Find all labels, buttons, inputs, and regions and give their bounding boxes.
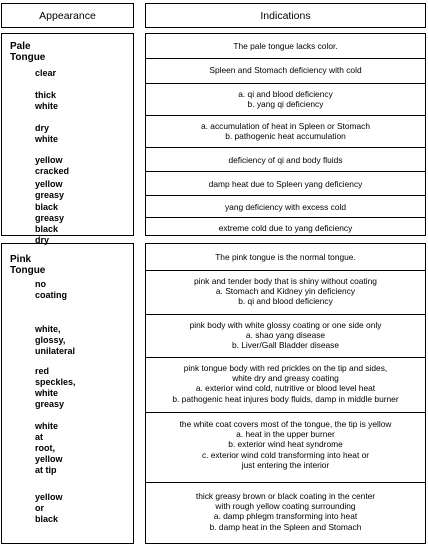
indication-line: Spleen and Stomach deficiency with cold (209, 65, 362, 75)
group-title: Pink Tongue (10, 254, 46, 276)
group-title: Pale Tongue (10, 41, 46, 63)
indication-line: yang deficiency with excess cold (224, 202, 347, 212)
indication-line: a. damp phlegm transforming into heat (213, 511, 358, 522)
appearance-cell (35, 90, 58, 112)
intro-line: The pale tongue lacks color. (233, 41, 338, 51)
indication-cell (146, 217, 425, 235)
indication-cell (146, 195, 425, 217)
indication-cell (146, 314, 425, 357)
appearance-cell (35, 324, 75, 357)
appearance-cell (35, 179, 64, 201)
indication-line: b. yang qi deficiency (247, 99, 324, 110)
appearance-line: white at root, (35, 421, 59, 453)
appearance-line: no coating (35, 279, 68, 300)
indication-line: a. shao yang disease (245, 330, 326, 341)
indication-line: a. heat in the upper burner (236, 429, 335, 440)
indication-line: damp heat due to Spleen yang deficiency (208, 179, 363, 189)
appearance-line: yellow cracked (35, 155, 70, 176)
indication-line: a. accumulation of heat in Spleen or Stomach (201, 121, 370, 131)
indication-cell (146, 83, 425, 115)
indication-cell (146, 58, 425, 83)
appearance-cell (35, 279, 67, 301)
indication-cell (146, 115, 425, 147)
appearance-cell (35, 155, 69, 177)
appearance-line: red speckles, (35, 366, 76, 387)
indication-line: b. pathogenic heat accumulation (225, 131, 346, 142)
indication-line: with rough yellow coating surrounding (215, 501, 356, 512)
appearance-cell (35, 202, 64, 224)
appearance-line: black greasy (35, 202, 65, 223)
indication-line: c. exterior wind cold transforming into heat or (201, 449, 370, 460)
appearance-line: clear (35, 68, 57, 78)
indication-line: b. qi and blood deficiency (238, 296, 333, 307)
indication-cell (146, 357, 425, 412)
indication-line: pink tongue body with red prickles on the tip and sides, (183, 363, 388, 373)
indication-line: white dry and greasy coating (232, 373, 339, 384)
indication-line: a. Stomach and Kidney yin deficiency (215, 286, 356, 297)
intro-line: The pink tongue is the normal tongue. (215, 252, 356, 262)
indication-cell (146, 482, 425, 542)
pale-tongue-appearance-column (1, 33, 134, 236)
appearance-line: yellow or black (35, 492, 63, 524)
indication-line: just entering the interior (241, 459, 330, 470)
indication-line: a. exterior wind cold, nutritive or blood level heat (195, 383, 376, 394)
indication-line: deficiency of qi and body fluids (228, 155, 343, 165)
appearance-cell (35, 366, 76, 410)
indication-line: extreme cold due to yang deficiency (218, 223, 353, 233)
appearance-line: yellow greasy (35, 179, 65, 200)
appearance-header-label: Appearance (39, 9, 96, 22)
appearance-header (1, 3, 134, 28)
indication-cell (146, 412, 425, 482)
indication-cell (146, 171, 425, 195)
appearance-line: white greasy (35, 388, 65, 409)
indication-line: thick greasy brown or black coating in the center (195, 491, 376, 501)
appearance-cell (35, 492, 63, 525)
appearance-cell (35, 421, 63, 476)
indication-line: b. pathogenic heat injures body fluids, damp in middle burner (172, 393, 399, 404)
indications-header (145, 3, 426, 28)
indication-line: the white coat covers most of the tongue, the tip is yellow (179, 419, 392, 429)
indication-line: b. Liver/Gall Bladder disease (231, 340, 340, 351)
appearance-line: white, glossy, (35, 324, 66, 345)
appearance-cell (35, 123, 58, 145)
group-intro (146, 34, 425, 58)
indication-line: a. qi and blood deficiency (238, 89, 333, 99)
appearance-line: thick white (35, 90, 59, 111)
indications-header-label: Indications (260, 9, 311, 22)
group-intro (146, 244, 425, 270)
indication-cell (146, 270, 425, 314)
indication-line: pink body with white glossy coating or one side only (189, 320, 382, 330)
indication-line: b. damp heat in the Spleen and Stomach (209, 521, 362, 532)
indication-cell (146, 147, 425, 171)
appearance-line: yellow at tip (35, 454, 63, 475)
appearance-line: black dry (35, 224, 59, 245)
indication-line: pink and tender body that is shiny without coating (194, 276, 377, 286)
appearance-line: unilateral (35, 346, 76, 356)
appearance-cell (35, 68, 56, 79)
indication-line: b. exterior wind heat syndrome (228, 439, 343, 450)
appearance-line: dry white (35, 123, 59, 144)
